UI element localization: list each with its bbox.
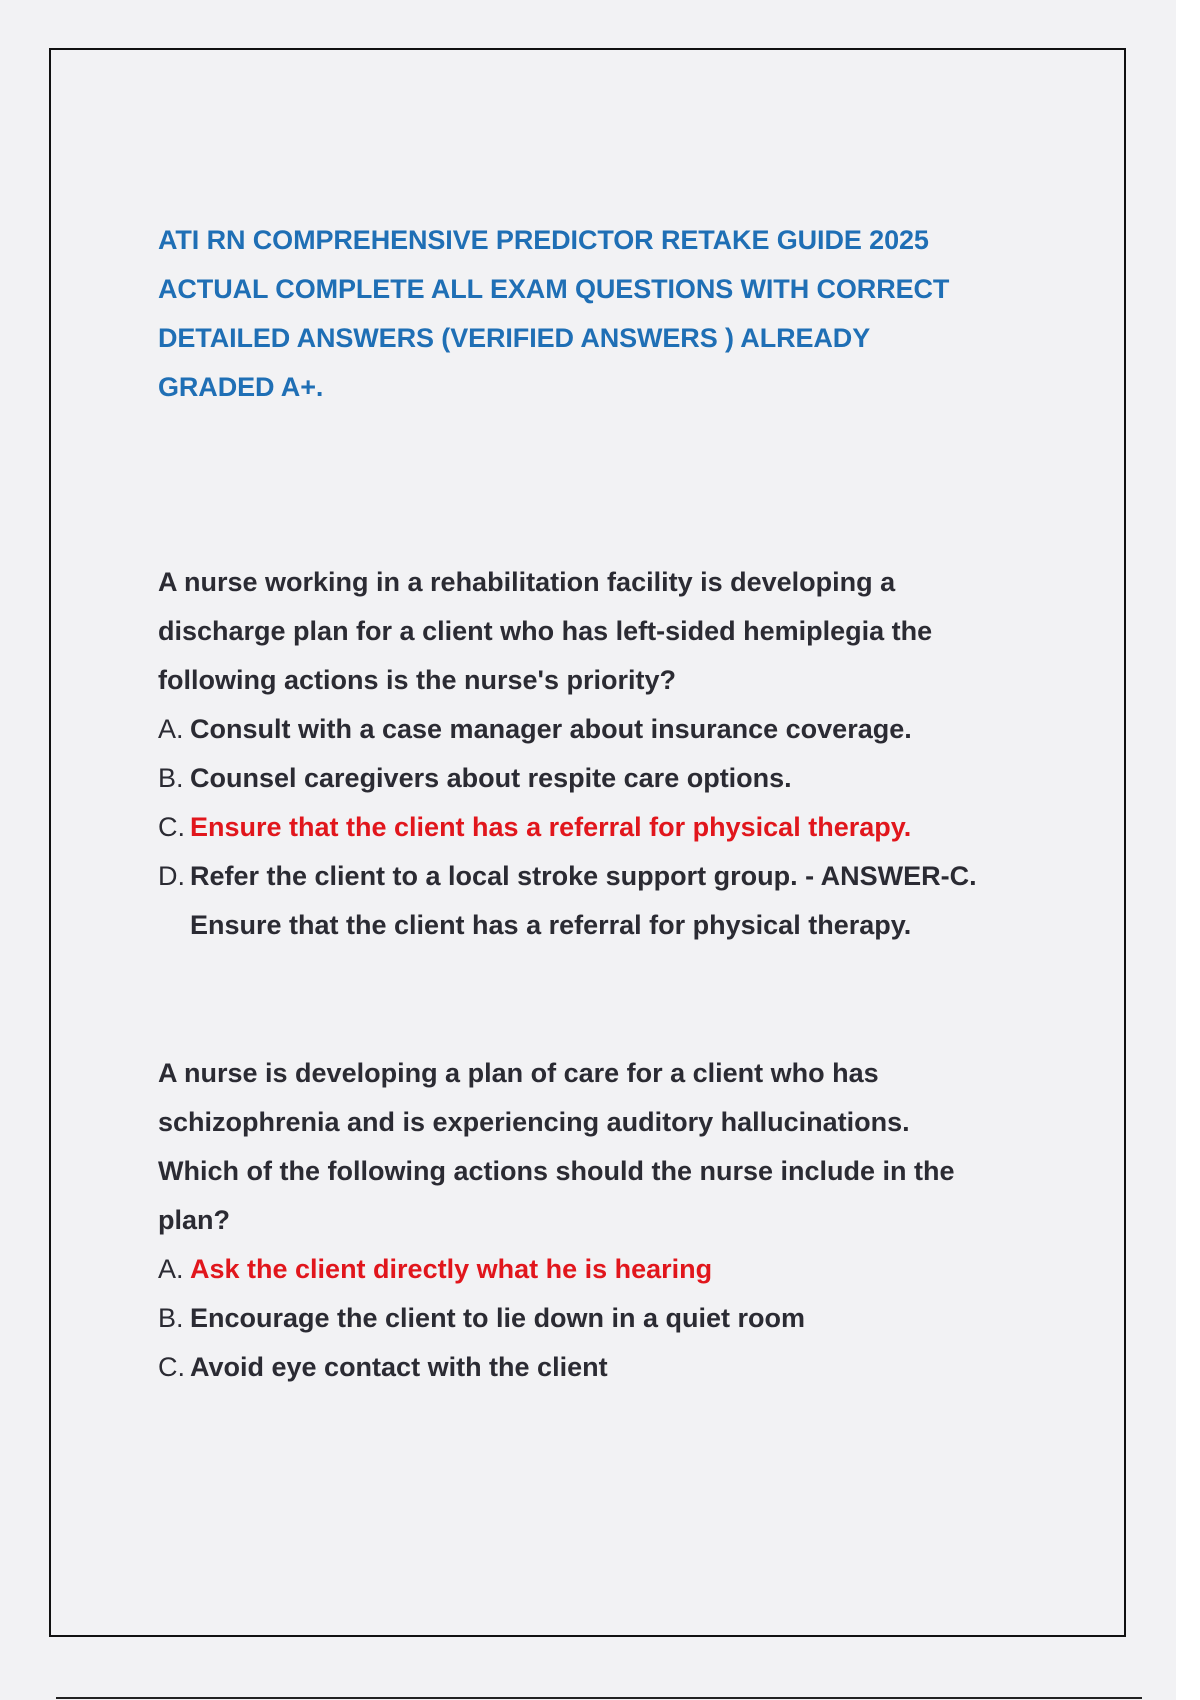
answer-option-c-correct bbox=[158, 803, 1038, 852]
document-header bbox=[158, 216, 1058, 412]
option-text: Consult with a case manager about insurance coverage. bbox=[190, 714, 912, 744]
answer-option-b bbox=[158, 1294, 1038, 1343]
answer-option-b bbox=[158, 754, 1038, 803]
option-letter: C. bbox=[158, 1352, 185, 1382]
document-title-line: GRADED A+. bbox=[158, 372, 324, 402]
document-title-line: DETAILED ANSWERS (VERIFIED ANSWERS ) ALREADY bbox=[158, 323, 871, 353]
option-letter: B. bbox=[158, 1303, 184, 1333]
question-stem-line: schizophrenia and is experiencing auditory hallucinations. bbox=[158, 1107, 910, 1137]
question-stem-line: A nurse working in a rehabilitation facility is developing a bbox=[158, 567, 896, 597]
correct-option-text: Ask the client directly what he is hearing bbox=[190, 1254, 713, 1284]
question-stem-line: following actions is the nurse's priority? bbox=[158, 665, 676, 695]
question-2 bbox=[158, 1049, 1038, 1392]
document-title-line: ATI RN COMPREHENSIVE PREDICTOR RETAKE GUIDE 2025 bbox=[158, 225, 929, 255]
answer-option-d bbox=[158, 852, 1038, 950]
page-edge bbox=[1176, 0, 1200, 1700]
question-stem-line: plan? bbox=[158, 1205, 230, 1235]
option-letter: D. bbox=[158, 861, 185, 891]
document-title-line: ACTUAL COMPLETE ALL EXAM QUESTIONS WITH CORRECT bbox=[158, 274, 950, 304]
question-stem-line: A nurse is developing a plan of care for a client who has bbox=[158, 1058, 879, 1088]
option-letter: A. bbox=[158, 1254, 184, 1284]
page-divider bbox=[56, 1697, 1142, 1699]
answer-option-a bbox=[158, 705, 1038, 754]
answer-option-a-correct bbox=[158, 1245, 1038, 1294]
option-letter: A. bbox=[158, 714, 184, 744]
option-text: Counsel caregivers about respite care options. bbox=[190, 763, 792, 793]
option-letter: C. bbox=[158, 812, 185, 842]
option-text: Avoid eye contact with the client bbox=[190, 1352, 608, 1382]
option-text: Encourage the client to lie down in a quiet room bbox=[190, 1303, 806, 1333]
question-1 bbox=[158, 558, 1038, 950]
option-text-with-answer-key: Refer the client to a local stroke support group. - ANSWER-C. Ensure that the client has a referral for physical therapy. bbox=[190, 861, 977, 940]
question-stem-line: discharge plan for a client who has left-sided hemiplegia the bbox=[158, 616, 933, 646]
answer-option-c bbox=[158, 1343, 1038, 1392]
question-stem-line: Which of the following actions should the nurse include in the bbox=[158, 1156, 955, 1186]
option-letter: B. bbox=[158, 763, 184, 793]
correct-option-text: Ensure that the client has a referral for physical therapy. bbox=[190, 812, 912, 842]
